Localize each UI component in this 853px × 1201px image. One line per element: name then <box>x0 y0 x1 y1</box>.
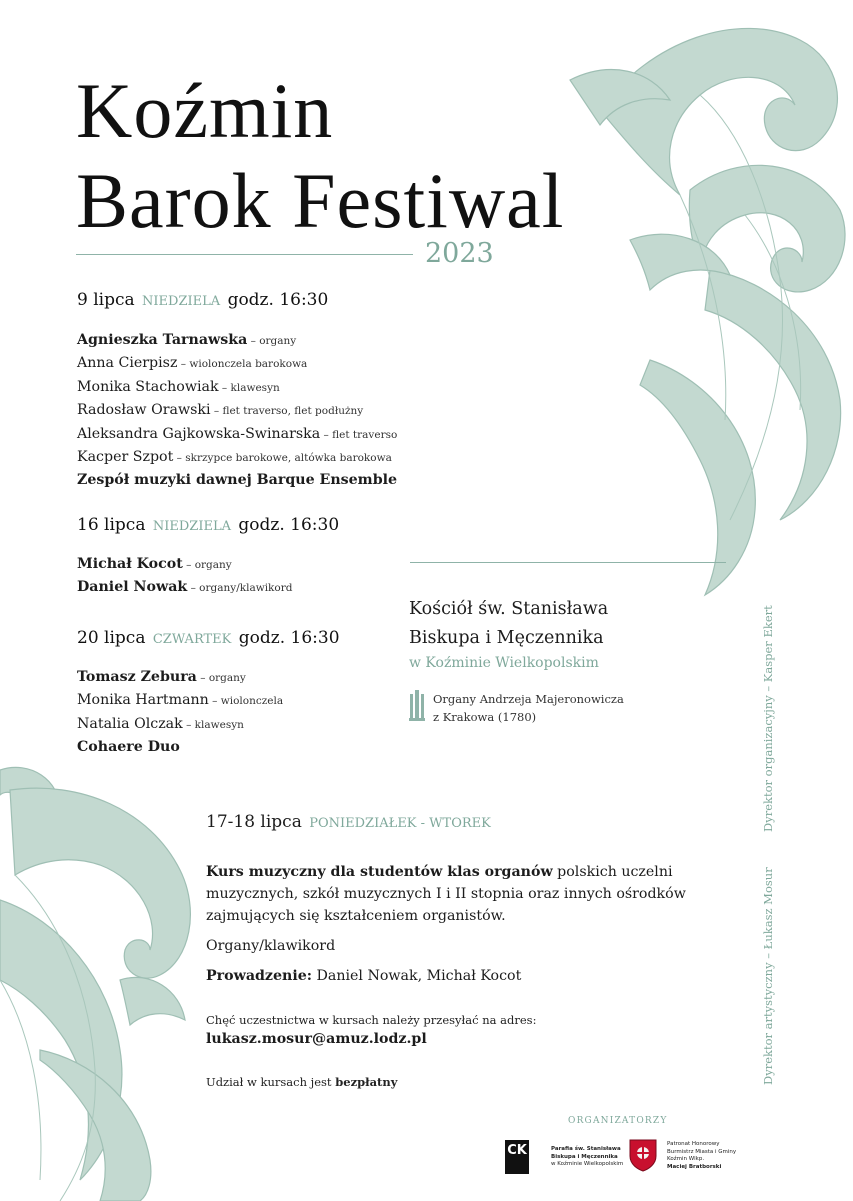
concert-2-header <box>77 515 339 535</box>
parish-line-1: Parafia św. Stanisława <box>551 1146 621 1152</box>
course-instrument: Organy/klawikord <box>206 938 336 954</box>
title-line-1: Koźmin <box>76 67 334 154</box>
course-free-bold: bezpłatny <box>335 1075 398 1089</box>
performer-role: wiolonczela <box>220 695 284 708</box>
concert-1-date: 9 lipca <box>77 290 135 310</box>
course-leaders <box>206 968 521 984</box>
parish-text <box>551 1146 623 1169</box>
venue-line-1: Kościół św. Stanisława <box>409 599 609 619</box>
performer: Natalia Olczak – klawesyn <box>77 715 244 732</box>
patronage-text <box>667 1141 736 1171</box>
town-crest-icon <box>628 1138 658 1172</box>
concert-3-day: CZWARTEK <box>152 632 232 647</box>
festival-year: 2023 <box>425 238 494 269</box>
ensemble-name: Cohaere Duo <box>77 739 180 756</box>
concert-1-hour: godz. 16:30 <box>227 290 329 310</box>
performer-role: klawesyn <box>194 718 244 731</box>
festival-title <box>76 66 564 246</box>
title-divider <box>76 254 413 255</box>
course-header <box>206 812 491 832</box>
venue-line-3: w Koźminie Wielkopolskim <box>409 655 599 671</box>
performer-role: flet traverso, flet podłużny <box>222 405 364 418</box>
course-title: Kurs muzyczny dla studentów klas organów <box>206 864 553 880</box>
concert-1-header <box>77 290 328 310</box>
course-free-note <box>206 1075 397 1089</box>
contact-email-link[interactable]: lukasz.mosur@amuz.lodz.pl <box>206 1031 427 1047</box>
performer: Tomasz Zebura – organy <box>77 669 246 685</box>
organ-line-1: Organy Andrzeja Majeronowicza <box>433 692 624 706</box>
venue-line-2: Biskupa i Męczennika <box>409 628 604 648</box>
concert-2-hour: godz. 16:30 <box>238 515 340 535</box>
concert-2-day: NIEDZIELA <box>152 519 231 534</box>
concert-3-header <box>77 628 340 648</box>
performer: Anna Cierpisz – wiolonczela barokowa <box>77 355 308 372</box>
performer: Aleksandra Gajkowska-Swinarska – flet traverso <box>77 425 398 442</box>
course-leaders-names: Daniel Nowak, Michał Kocot <box>311 968 522 984</box>
performer-name: Monika Hartmann <box>77 692 209 709</box>
ensemble <box>77 469 397 491</box>
acanthus-ornament-top-right <box>540 0 853 600</box>
course-leaders-label: Prowadzenie: <box>206 968 312 984</box>
concert-1-performers <box>77 329 397 492</box>
performer-role: organy <box>208 672 246 684</box>
parish-line-2: Biskupa i Męczennika <box>551 1153 618 1160</box>
performer-role: wiolonczela barokowa <box>189 358 308 371</box>
performer-name: Monika Stachowiak <box>77 378 219 395</box>
concert-1-day: NIEDZIELA <box>142 294 221 309</box>
performer-name: Agnieszka Tarnawska <box>77 332 248 348</box>
performer-name: Michał Kocot <box>77 556 183 572</box>
performer: Michał Kocot – organy <box>77 556 232 572</box>
performer-role: organy <box>259 335 297 347</box>
performer: Kacper Szpot – skrzypce barokowe, altówka barokowa <box>77 449 392 466</box>
concert-2-performers <box>77 553 292 600</box>
concert-2-date: 16 lipca <box>77 515 146 535</box>
patron-line-3: Koźmin Wlkp. <box>667 1156 705 1162</box>
ck-logo-text: CK <box>507 1143 527 1158</box>
performer-name: Radosław Orawski <box>77 402 211 419</box>
performer-role: organy <box>194 559 232 571</box>
organ-pipes-icon <box>409 690 425 722</box>
patron-line-2: Burmistrz Miasta i Gminy <box>667 1148 737 1155</box>
patron-line-1: Patronat Honorowy <box>667 1141 720 1147</box>
venue-divider <box>410 562 726 563</box>
performer-name: Natalia Olczak <box>77 715 183 732</box>
performer-role: flet traverso <box>332 428 398 441</box>
performer: Agnieszka Tarnawska – organy <box>77 332 297 348</box>
performer-name: Aleksandra Gajkowska-Swinarska <box>77 425 321 442</box>
performer-role: klawesyn <box>230 381 280 394</box>
director-organizational: Dyrektor organizacyjny – Kasper Ekert <box>761 605 775 832</box>
organ-note <box>409 690 624 726</box>
course-free-text: Udział w kursach jest <box>206 1075 336 1089</box>
performer-role: organy/klawikord <box>199 582 293 595</box>
director-artistic: Dyrektor artystyczny – Łukasz Mosur <box>761 867 775 1085</box>
patron-line-4: Maciej Bratborski <box>667 1163 722 1170</box>
performer-role: skrzypce barokowe, altówka barokowa <box>185 452 392 465</box>
course-days: PONIEDZIAŁEK - WTOREK <box>309 816 491 831</box>
performer: Monika Stachowiak – klawesyn <box>77 378 280 395</box>
concert-3-hour: godz. 16:30 <box>238 628 340 648</box>
performer: Daniel Nowak – organy/klawikord <box>77 579 293 596</box>
performer: Radosław Orawski – flet traverso, flet podłużny <box>77 402 364 419</box>
course-audience: polskich uczelni muzycznych, szkół muzycznych I i II stopnia oraz innych ośrodków zajmujących się kształceniem organistów. <box>206 864 686 924</box>
performer-name: Kacper Szpot <box>77 449 174 466</box>
title-line-2: Barok Festiwal <box>76 157 565 244</box>
course-date: 17-18 lipca <box>206 812 302 832</box>
ensemble <box>77 736 283 758</box>
performer-name: Anna Cierpisz <box>77 355 178 372</box>
organ-line-2: z Krakowa (1780) <box>433 710 537 724</box>
parish-line-3: w Koźminie Wielkopolskim <box>551 1161 624 1167</box>
course-description <box>206 861 726 927</box>
ck-logo <box>505 1140 529 1174</box>
performer-name: Tomasz Zebura <box>77 669 197 685</box>
organizers-label: ORGANIZATORZY <box>568 1116 668 1126</box>
concert-3-date: 20 lipca <box>77 628 146 648</box>
course-apply-text: Chęć uczestnictwa w kursach należy przesyłać na adres: <box>206 1013 537 1027</box>
acanthus-ornament-bottom-left <box>0 750 230 1201</box>
performer-name: Daniel Nowak <box>77 579 188 596</box>
ensemble-name: Zespół muzyki dawnej Barque Ensemble <box>77 472 398 489</box>
performer: Monika Hartmann – wiolonczela <box>77 692 284 709</box>
venue-block <box>409 595 608 673</box>
concert-3-performers <box>77 666 283 759</box>
